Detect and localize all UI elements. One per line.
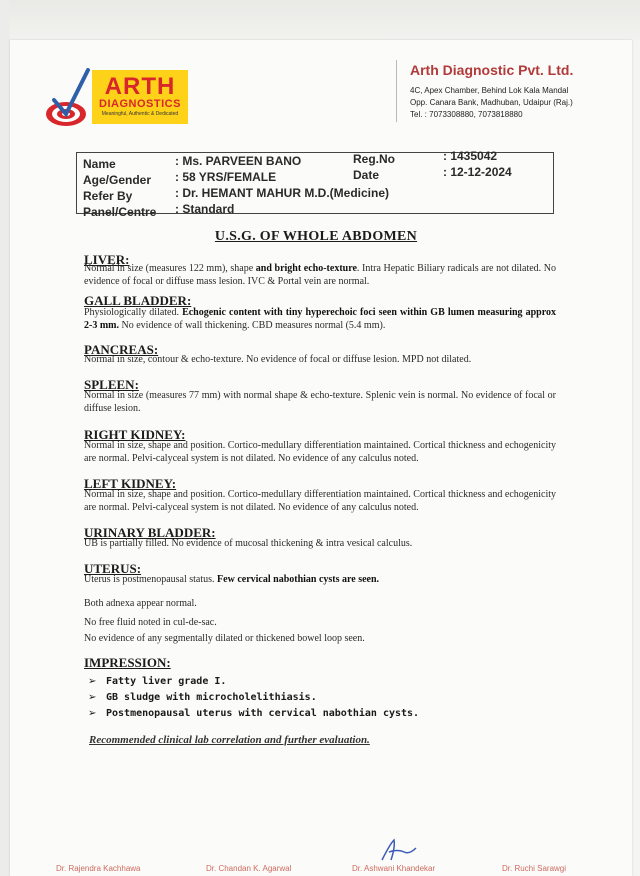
phone-line: Tel. : 7073308880, 7073818880 xyxy=(410,110,523,119)
impression-item: ➢ Fatty liver grade I. xyxy=(88,676,227,687)
adnexa-text: Both adnexa appear normal. xyxy=(84,598,197,609)
date-label: Date xyxy=(353,168,380,182)
age-label: Age/Gender xyxy=(83,173,152,187)
age-value: : 58 YRS/FEMALE xyxy=(175,170,277,184)
logo-main-text: ARTH xyxy=(104,73,176,100)
scan-top-margin xyxy=(0,0,640,40)
spleen-text: Normal in size (measures 77 mm) with normal shape & echo-texture. Splenic vein is normal. No evidence of focal or diffuse lesion. xyxy=(84,390,556,414)
left-kidney-heading: LEFT KIDNEY: xyxy=(84,476,177,491)
header-divider xyxy=(396,60,397,122)
liver-text: Normal in size (measures 122 mm), shape and bright echo-texture. Intra Hepatic Biliary radicals are not dilated. No evidence of focal or diffuse mass lesion. IVC & Portal vein are normal. xyxy=(84,263,556,287)
report-title: U.S.G. OF WHOLE ABDOMEN xyxy=(214,229,418,244)
right-kidney-heading: RIGHT KIDNEY: xyxy=(84,427,186,442)
name-label: Name xyxy=(83,157,116,171)
doctor-name: Dr. Ashwani Khandekar xyxy=(352,864,436,873)
uterus-text: Uterus is postmenopausal status. Few cervical nabothian cysts are seen. xyxy=(84,574,380,585)
doctor-name: Dr. Chandan K. Agarwal xyxy=(206,864,292,873)
signature-mark-icon xyxy=(378,838,418,864)
uterus-heading: UTERUS: xyxy=(84,561,142,576)
pancreas-heading: PANCREAS: xyxy=(84,342,159,357)
liver-heading: LIVER: xyxy=(84,252,130,267)
impression-item: ➢ Postmenopausal uterus with cervical nabothian cysts. xyxy=(88,708,420,719)
address-line-2: Opp. Canara Bank, Madhuban, Udaipur (Raj.) xyxy=(410,98,573,107)
urinary-bladder-text: UB is partially filled. No evidence of mucosal thickening & intra vesical calculus. xyxy=(84,538,413,549)
spleen-heading: SPLEEN: xyxy=(84,377,139,392)
refer-label: Refer By xyxy=(83,189,133,203)
recommendation-text: Recommended clinical lab correlation and further evaluation. xyxy=(89,734,370,746)
refer-value: : Dr. HEMANT MAHUR M.D.(Medicine) xyxy=(175,186,389,200)
reg-label: Reg.No xyxy=(353,152,395,166)
address-line-1: 4C, Apex Chamber, Behind Lok Kala Mandal xyxy=(410,86,569,95)
panel-label: Panel/Centre xyxy=(83,205,157,219)
pancreas-text: Normal in size, contour & echo-texture. No evidence of focal or diffuse lesion. MPD not dilated. xyxy=(84,354,472,365)
impression-heading: IMPRESSION: xyxy=(84,655,171,670)
right-kidney-text: Normal in size, shape and position. Cortico-medullary differentiation maintained. Cortical thickness and echogenicity are normal. Pelvi-calyceal system is not dilated. No evidence of any calculus noted. xyxy=(84,440,556,464)
reg-value: : 1435042 xyxy=(443,149,498,163)
company-name: Arth Diagnostic Pvt. Ltd. xyxy=(410,62,574,78)
impression-item: ➢ GB sludge with microcholelithiasis. xyxy=(88,692,317,703)
left-kidney-text: Normal in size, shape and position. Cortico-medullary differentiation maintained. Cortical thickness and echogenicity are normal. Pelvi-calyceal system is not dilated. No evidence of any calculus noted. xyxy=(84,489,556,513)
target-check-icon xyxy=(44,68,92,128)
logo-badge xyxy=(92,70,188,124)
name-value: : Ms. PARVEEN BANO xyxy=(175,154,302,168)
arrow-bullet-icon: ➢ xyxy=(88,708,97,719)
urinary-bladder-heading: URINARY BLADDER: xyxy=(84,525,216,540)
scan-left-edge xyxy=(0,0,10,876)
logo-tagline: Meaningful, Authentic & Dedicated xyxy=(101,111,179,117)
doctor-name: Dr. Ruchi Sarawgi xyxy=(502,864,567,873)
bowel-text: No evidence of any segmentally dilated or thickened bowel loop seen. xyxy=(84,633,365,644)
free-fluid-text: No free fluid noted in cul-de-sac. xyxy=(84,617,217,628)
gall-bladder-text: Physiologically dilated. Echogenic content with tiny hyperechoic foci seen within GB lumen measuring approx 2-3 mm. No evidence of wall thickening. CBD measures normal (5.4 mm). xyxy=(84,307,556,331)
gall-bladder-heading: GALL BLADDER: xyxy=(84,293,192,308)
date-value: : 12-12-2024 xyxy=(443,165,512,179)
panel-value: : Standard xyxy=(175,202,235,216)
patient-info-box xyxy=(76,149,554,219)
logo-sub-text: DIAGNOSTICS xyxy=(99,98,181,110)
doctor-name: Dr. Rajendra Kachhawa xyxy=(56,864,141,873)
arrow-bullet-icon: ➢ xyxy=(88,676,97,687)
arrow-bullet-icon: ➢ xyxy=(88,692,97,703)
